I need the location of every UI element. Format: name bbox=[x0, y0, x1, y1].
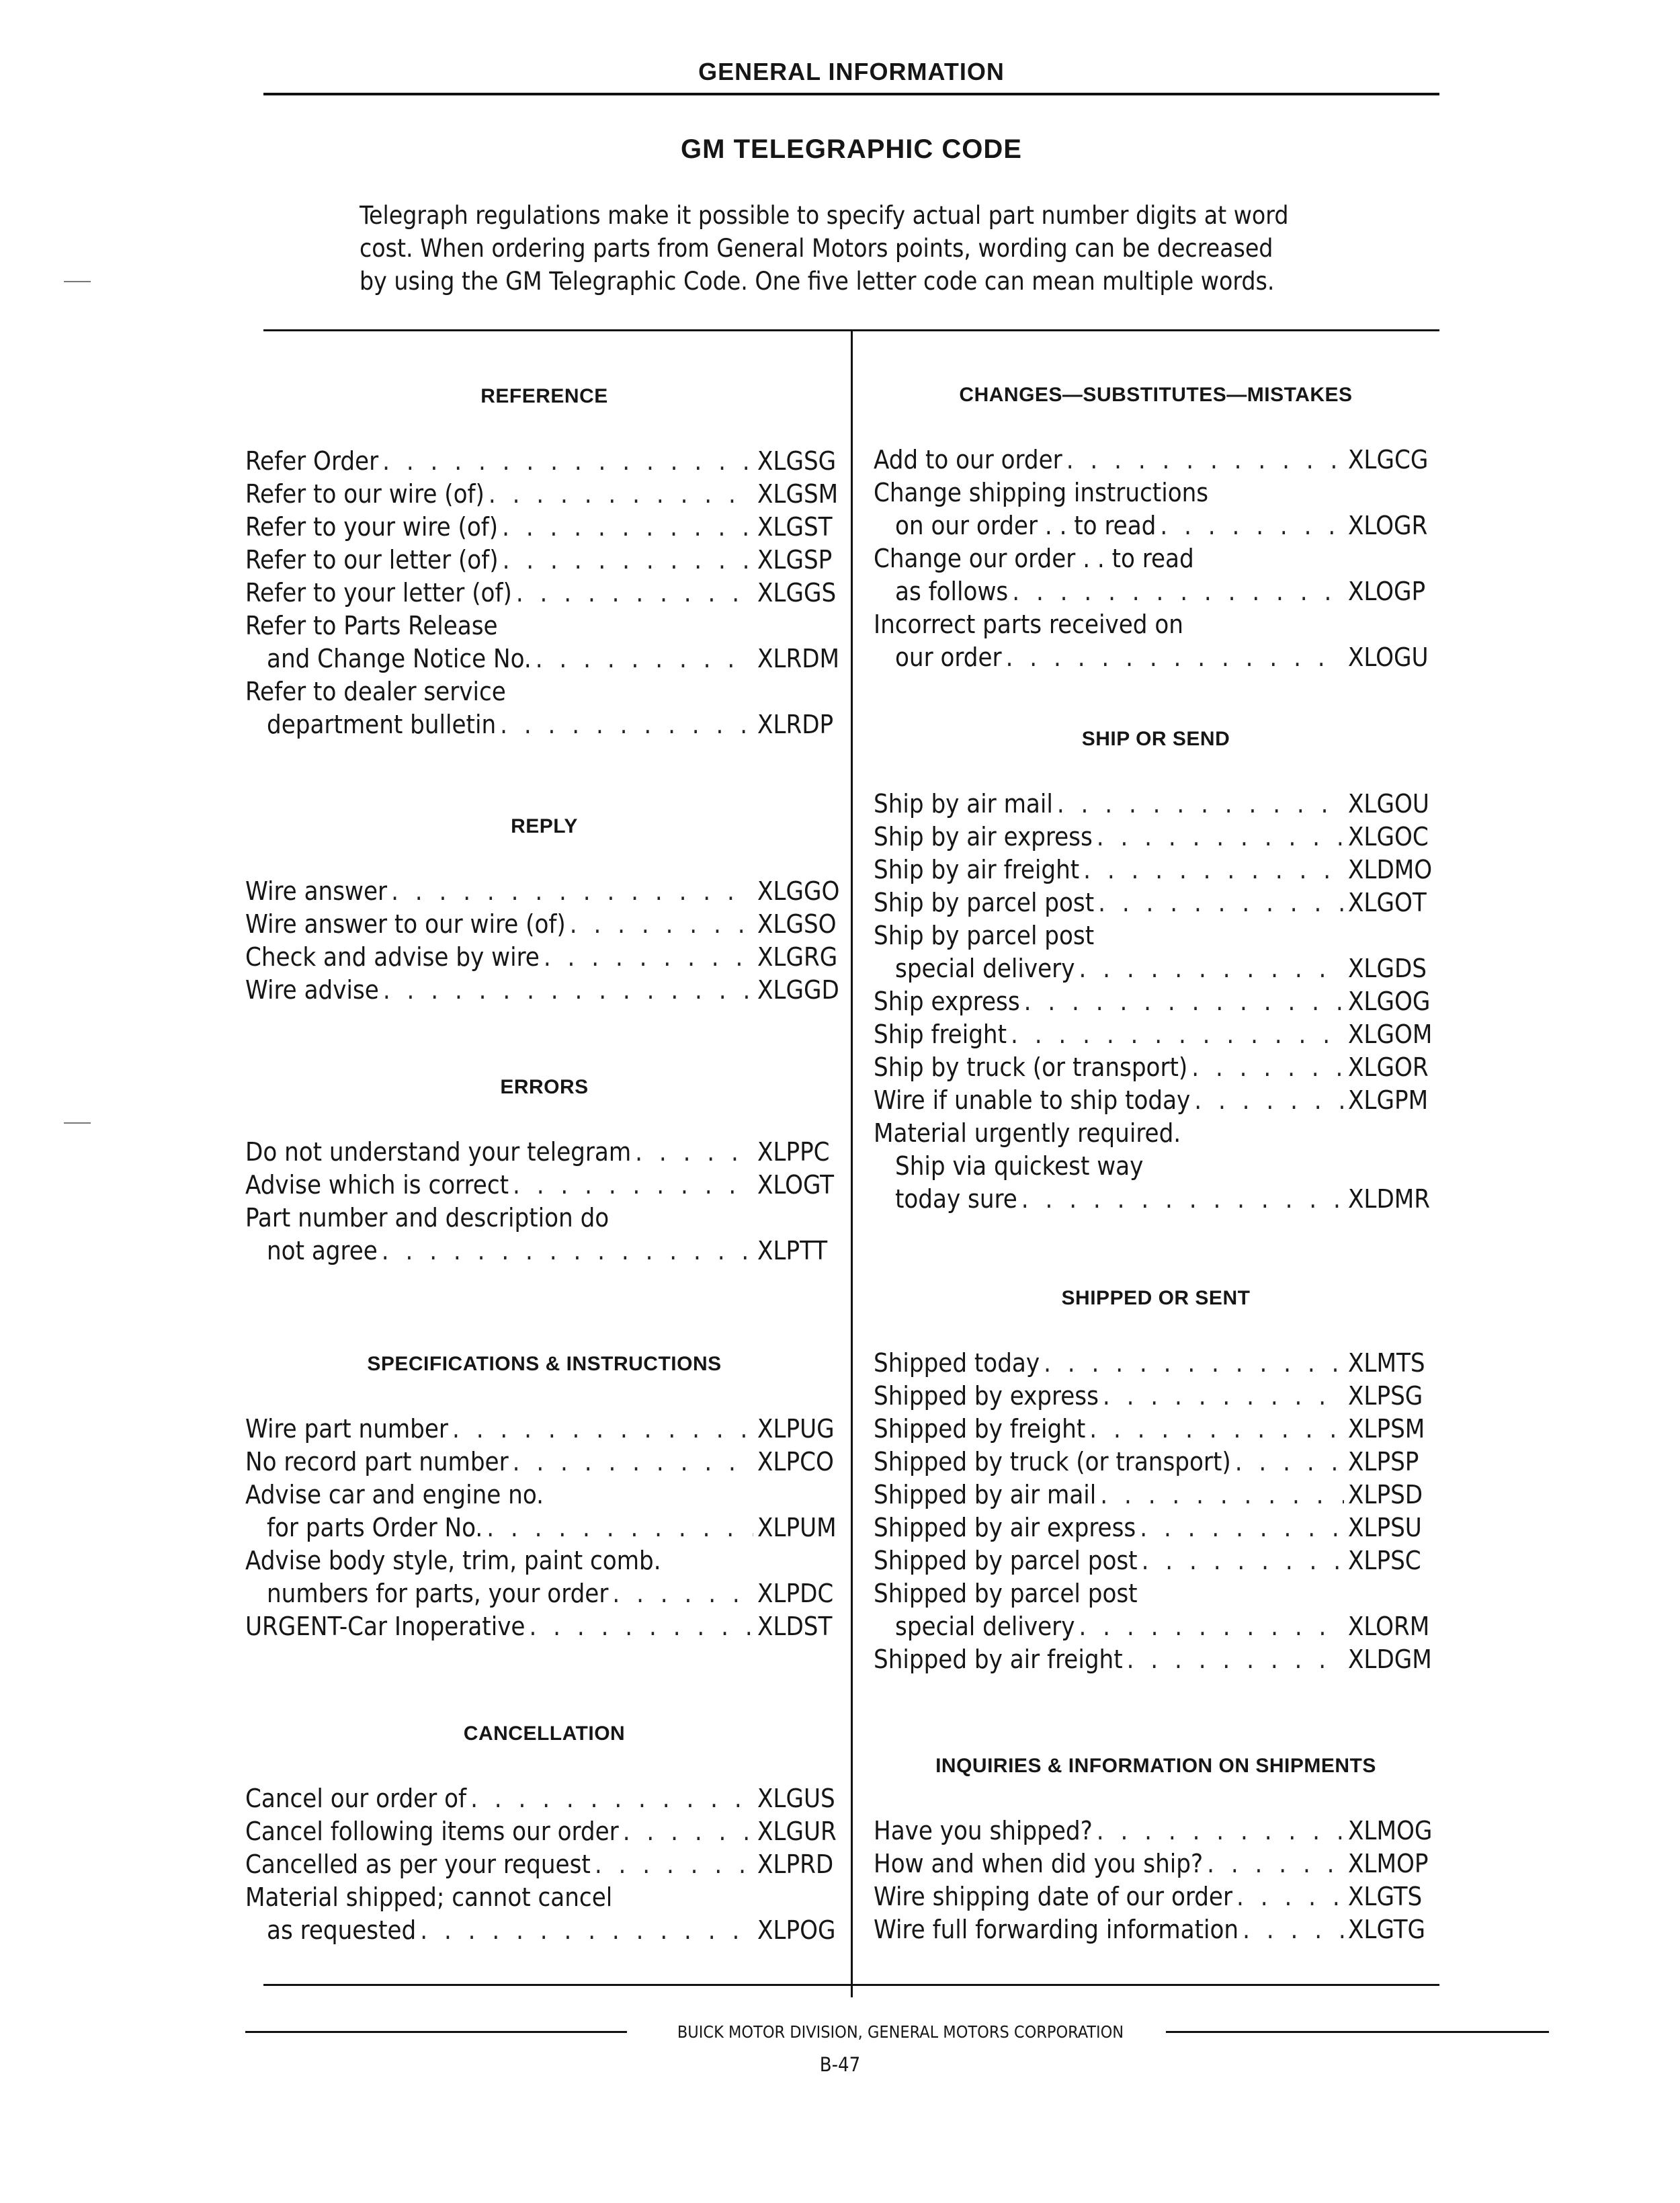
dot-leader bbox=[1103, 1380, 1344, 1413]
entry-phrase: URGENT-Car Inoperative bbox=[245, 1612, 526, 1641]
dot-leader bbox=[1243, 1913, 1344, 1946]
section-title: SHIPPED OR SENT bbox=[1061, 1287, 1251, 1309]
telegraphic-code: XLGUS bbox=[757, 1784, 835, 1813]
code-entry bbox=[245, 577, 843, 610]
margin-mark bbox=[64, 281, 91, 282]
code-entry bbox=[874, 608, 1438, 674]
dot-leader bbox=[516, 577, 753, 610]
dot-leader bbox=[623, 1815, 753, 1848]
code-entry bbox=[874, 919, 1438, 985]
dot-leader bbox=[1089, 1413, 1344, 1446]
telegraphic-code: XLGGO bbox=[757, 876, 840, 906]
dot-leader bbox=[1235, 1446, 1344, 1479]
telegraphic-code: XLGTG bbox=[1348, 1915, 1425, 1944]
page-number: B-47 bbox=[819, 2053, 861, 2076]
dot-leader bbox=[503, 544, 753, 577]
dot-leader bbox=[487, 1511, 753, 1544]
telegraphic-code: XLGDS bbox=[1348, 954, 1427, 983]
code-list bbox=[874, 1815, 1438, 1946]
entry-phrase: Advise body style, trim, paint comb. bbox=[245, 1546, 661, 1575]
code-list bbox=[245, 1782, 843, 1947]
section bbox=[874, 726, 1438, 1216]
section-title: ERRORS bbox=[500, 1076, 589, 1098]
telegraphic-code: XLGGD bbox=[757, 975, 839, 1005]
dot-leader bbox=[383, 974, 753, 1007]
entry-phrase: Wire advise bbox=[245, 975, 379, 1005]
code-entry bbox=[245, 1479, 843, 1544]
telegraphic-code: XLGTS bbox=[1348, 1882, 1423, 1911]
telegraphic-code: XLGGS bbox=[757, 578, 837, 608]
telegraphic-code: XLGOT bbox=[1348, 888, 1427, 917]
code-entry bbox=[874, 821, 1438, 854]
telegraphic-code: XLMTS bbox=[1348, 1348, 1425, 1378]
entry-phrase: Add to our order bbox=[874, 445, 1062, 474]
code-entry bbox=[245, 1815, 843, 1848]
entry-phrase: numbers for parts, your order bbox=[267, 1579, 609, 1608]
code-entry bbox=[245, 941, 843, 974]
code-entry bbox=[874, 1577, 1438, 1643]
entry-phrase: special delivery bbox=[895, 954, 1075, 983]
dot-leader bbox=[1044, 1347, 1344, 1380]
code-entry bbox=[245, 1782, 843, 1815]
code-entry bbox=[245, 1202, 843, 1267]
intro-line: Telegraph regulations make it possible to specify actual part number digits at word bbox=[360, 201, 1289, 230]
dot-leader bbox=[595, 1848, 753, 1881]
code-entry bbox=[245, 544, 843, 577]
code-entry bbox=[874, 1511, 1438, 1544]
footer-rule-right bbox=[1166, 2031, 1549, 2033]
telegraphic-code: XLOGR bbox=[1348, 511, 1428, 540]
telegraphic-code: XLPPC bbox=[757, 1137, 830, 1167]
telegraphic-code: XLPSU bbox=[1348, 1513, 1422, 1542]
telegraphic-code: XLGOG bbox=[1348, 987, 1431, 1016]
telegraphic-code: XLGCG bbox=[1348, 445, 1429, 474]
telegraphic-code: XLOGP bbox=[1348, 577, 1426, 606]
entry-phrase: Wire if unable to ship today bbox=[874, 1085, 1191, 1115]
dot-leader bbox=[1142, 1544, 1344, 1577]
code-list bbox=[245, 1413, 843, 1643]
section-title: SPECIFICATIONS & INSTRUCTIONS bbox=[367, 1353, 722, 1375]
telegraphic-code: XLMOG bbox=[1348, 1816, 1433, 1845]
dot-leader bbox=[382, 445, 753, 478]
dot-leader bbox=[1097, 821, 1344, 854]
code-entry bbox=[245, 974, 843, 1007]
code-entry bbox=[874, 1479, 1438, 1511]
dot-leader bbox=[382, 1235, 753, 1267]
entry-phrase: Wire part number bbox=[245, 1414, 448, 1444]
code-entry bbox=[874, 886, 1438, 919]
code-entry bbox=[245, 1544, 843, 1610]
telegraphic-code: XLGOR bbox=[1348, 1052, 1429, 1082]
dot-leader bbox=[513, 1446, 753, 1479]
code-entry bbox=[245, 1610, 843, 1643]
dot-leader bbox=[1100, 1479, 1344, 1511]
telegraphic-code: XLMOP bbox=[1348, 1849, 1429, 1878]
telegraphic-code: XLGOM bbox=[1348, 1020, 1433, 1049]
dot-leader bbox=[570, 908, 753, 941]
page-title: GM TELEGRAPHIC CODE bbox=[681, 134, 1022, 164]
entry-phrase: Shipped by air express bbox=[874, 1513, 1136, 1542]
section bbox=[874, 1753, 1438, 1946]
dot-leader bbox=[1160, 509, 1344, 542]
intro-paragraph bbox=[360, 199, 1368, 298]
code-entry bbox=[874, 1446, 1438, 1479]
entry-phrase: for parts Order No. bbox=[267, 1513, 483, 1542]
telegraphic-code: XLDMR bbox=[1348, 1184, 1431, 1214]
intro-line: cost. When ordering parts from General Motors points, wording can be decreased bbox=[360, 234, 1273, 263]
telegraphic-code: XLPTT bbox=[757, 1236, 828, 1265]
dot-leader bbox=[1127, 1643, 1344, 1676]
entry-phrase: Shipped by parcel post bbox=[874, 1579, 1138, 1608]
telegraphic-code: XLRDM bbox=[757, 644, 840, 673]
entry-phrase: Refer to dealer service bbox=[245, 677, 506, 706]
code-entry bbox=[245, 875, 843, 908]
dot-leader bbox=[612, 1577, 753, 1610]
dot-leader bbox=[452, 1413, 753, 1446]
section bbox=[245, 1720, 843, 1947]
dot-leader bbox=[1066, 444, 1344, 476]
telegraphic-code: XLDMO bbox=[1348, 855, 1433, 884]
dot-leader bbox=[513, 1169, 753, 1202]
entry-phrase: and Change Notice No. bbox=[267, 644, 532, 673]
entry-phrase: Shipped by air mail bbox=[874, 1480, 1097, 1509]
entry-phrase: Material shipped; cannot cancel bbox=[245, 1882, 613, 1912]
entry-phrase: Ship by air freight bbox=[874, 855, 1080, 884]
dot-leader bbox=[1079, 952, 1344, 985]
entry-phrase: Wire shipping date of our order bbox=[874, 1882, 1233, 1911]
section-title: REPLY bbox=[511, 815, 578, 837]
telegraphic-code: XLDGM bbox=[1348, 1645, 1432, 1674]
telegraphic-code: XLGRG bbox=[757, 942, 838, 972]
telegraphic-code: XLGSP bbox=[757, 545, 833, 575]
code-entry bbox=[874, 1018, 1438, 1051]
code-entry bbox=[245, 610, 843, 675]
dot-leader bbox=[1236, 1880, 1344, 1913]
code-entry bbox=[874, 1880, 1438, 1913]
entry-phrase: Shipped by freight bbox=[874, 1414, 1086, 1444]
telegraphic-code: XLORM bbox=[1348, 1612, 1430, 1641]
dot-leader bbox=[1006, 641, 1344, 674]
dot-leader bbox=[1097, 1815, 1344, 1847]
entry-phrase: not agree bbox=[267, 1236, 378, 1265]
entry-phrase: Shipped by parcel post bbox=[874, 1546, 1138, 1575]
entry-phrase: Advise car and engine no. bbox=[245, 1480, 544, 1509]
entry-phrase: Wire answer bbox=[245, 876, 388, 906]
section-title: CANCELLATION bbox=[463, 1722, 626, 1745]
code-list bbox=[245, 875, 843, 1007]
entry-phrase: Material urgently required. bbox=[874, 1118, 1181, 1148]
section-title: INQUIRIES & INFORMATION ON SHIPMENTS bbox=[935, 1755, 1376, 1777]
section-title: CHANGES—SUBSTITUTES—MISTAKES bbox=[959, 384, 1353, 406]
entry-phrase: Ship by parcel post bbox=[874, 888, 1095, 917]
dot-leader bbox=[1012, 575, 1344, 608]
section-title: REFERENCE bbox=[480, 385, 608, 407]
entry-phrase: How and when did you ship? bbox=[874, 1849, 1204, 1878]
telegraphic-code: XLGSG bbox=[757, 446, 837, 476]
dot-leader bbox=[391, 875, 753, 908]
entry-phrase: Refer to your wire (of) bbox=[245, 512, 499, 542]
intro-line: by using the GM Telegraphic Code. One five letter code can mean multiple words. bbox=[360, 267, 1275, 296]
telegraphic-code: XLGOU bbox=[1348, 789, 1429, 819]
dot-leader bbox=[1098, 886, 1344, 919]
header-rule bbox=[263, 93, 1439, 95]
telegraphic-code: XLDST bbox=[757, 1612, 833, 1641]
code-entry bbox=[874, 1117, 1438, 1216]
dot-leader bbox=[1194, 1084, 1344, 1117]
code-list bbox=[245, 445, 843, 741]
entry-phrase: Check and advise by wire bbox=[245, 942, 540, 972]
entry-phrase: Refer Order bbox=[245, 446, 379, 476]
entry-phrase: Change our order . . to read bbox=[874, 544, 1194, 573]
dot-leader bbox=[489, 478, 753, 511]
code-entry bbox=[874, 1084, 1438, 1117]
dot-leader bbox=[500, 708, 753, 741]
code-entry bbox=[874, 1913, 1438, 1946]
dot-leader bbox=[502, 511, 753, 544]
dot-leader bbox=[1057, 788, 1344, 821]
entry-phrase: Shipped today bbox=[874, 1348, 1040, 1378]
code-entry bbox=[874, 854, 1438, 886]
entry-phrase: Refer to our letter (of) bbox=[245, 545, 499, 575]
section bbox=[245, 813, 843, 1007]
page-header: GENERAL INFORMATION bbox=[698, 58, 1005, 85]
dot-leader bbox=[1024, 985, 1344, 1018]
entry-phrase: Shipped by air freight bbox=[874, 1645, 1123, 1674]
telegraphic-code: XLGUR bbox=[757, 1817, 837, 1846]
code-list bbox=[874, 444, 1438, 674]
code-entry bbox=[245, 478, 843, 511]
entry-phrase: Incorrect parts received on bbox=[874, 610, 1183, 639]
dot-leader bbox=[1011, 1018, 1344, 1051]
code-entry bbox=[874, 1544, 1438, 1577]
telegraphic-code: XLRDP bbox=[757, 710, 834, 739]
entry-phrase: today sure bbox=[895, 1184, 1017, 1214]
code-entry bbox=[874, 444, 1438, 476]
entry-phrase: Shipped by express bbox=[874, 1381, 1099, 1411]
entry-phrase: as requested bbox=[267, 1915, 417, 1945]
dot-leader bbox=[1207, 1847, 1344, 1880]
telegraphic-code: XLPSD bbox=[1348, 1480, 1423, 1509]
entry-phrase: department bulletin bbox=[267, 710, 497, 739]
telegraphic-code: XLPRD bbox=[757, 1849, 834, 1879]
dot-leader bbox=[1140, 1511, 1344, 1544]
entry-phrase: special delivery bbox=[895, 1612, 1075, 1641]
telegraphic-code: XLGPM bbox=[1348, 1085, 1429, 1115]
footer-text: BUICK MOTOR DIVISION, GENERAL MOTORS CORPORATION bbox=[677, 2022, 1124, 2042]
section bbox=[245, 1074, 843, 1267]
entry-phrase: our order bbox=[895, 642, 1002, 672]
entry-phrase: Do not understand your telegram bbox=[245, 1137, 632, 1167]
telegraphic-code: XLPCO bbox=[757, 1447, 834, 1477]
entry-phrase: Cancelled as per your request bbox=[245, 1849, 591, 1879]
code-entry bbox=[874, 1380, 1438, 1413]
entry-phrase: Wire full forwarding information bbox=[874, 1915, 1239, 1944]
code-entry bbox=[245, 1169, 843, 1202]
dot-leader bbox=[420, 1914, 753, 1947]
code-entry bbox=[874, 1413, 1438, 1446]
code-entry bbox=[874, 1815, 1438, 1847]
code-entry bbox=[874, 1347, 1438, 1380]
section bbox=[874, 1285, 1438, 1676]
code-entry bbox=[245, 1413, 843, 1446]
dot-leader bbox=[1079, 1610, 1344, 1643]
entry-phrase: as follows bbox=[895, 577, 1009, 606]
dot-leader bbox=[544, 941, 753, 974]
entry-phrase: Ship by air mail bbox=[874, 789, 1053, 819]
entry-phrase: Refer to your letter (of) bbox=[245, 578, 512, 608]
telegraphic-code: XLPDC bbox=[757, 1579, 834, 1608]
column-divider bbox=[851, 331, 853, 1997]
telegraphic-code: XLGOC bbox=[1348, 822, 1429, 851]
code-list bbox=[874, 788, 1438, 1216]
entry-phrase: Have you shipped? bbox=[874, 1816, 1093, 1845]
dot-leader bbox=[1191, 1051, 1344, 1084]
entry-phrase: Refer to our wire (of) bbox=[245, 479, 485, 509]
dot-leader bbox=[536, 642, 753, 675]
code-entry bbox=[874, 1847, 1438, 1880]
entry-phrase: on our order . . to read bbox=[895, 511, 1157, 540]
entry-phrase: Ship by parcel post bbox=[874, 921, 1095, 950]
code-entry bbox=[245, 675, 843, 741]
section bbox=[245, 1351, 843, 1643]
dot-leader bbox=[470, 1782, 753, 1815]
telegraphic-code: XLOGU bbox=[1348, 642, 1429, 672]
code-entry bbox=[245, 1881, 843, 1947]
entry-phrase: Advise which is correct bbox=[245, 1170, 509, 1200]
telegraphic-code: XLPUM bbox=[757, 1513, 837, 1542]
entry-phrase: Part number and description do bbox=[245, 1203, 610, 1233]
code-entry bbox=[245, 1848, 843, 1881]
code-entry bbox=[245, 445, 843, 478]
entry-phrase: No record part number bbox=[245, 1447, 509, 1477]
entry-phrase: Ship via quickest way bbox=[895, 1151, 1144, 1181]
code-entry bbox=[874, 476, 1438, 542]
telegraphic-code: XLPOG bbox=[757, 1915, 836, 1945]
code-entry bbox=[245, 511, 843, 544]
code-entry bbox=[245, 908, 843, 941]
code-list bbox=[874, 1347, 1438, 1676]
code-list bbox=[245, 1136, 843, 1267]
entry-phrase: Cancel our order of bbox=[245, 1784, 467, 1813]
code-entry bbox=[874, 1643, 1438, 1676]
margin-mark bbox=[64, 1122, 91, 1124]
entry-phrase: Refer to Parts Release bbox=[245, 611, 498, 640]
code-entry bbox=[874, 985, 1438, 1018]
telegraphic-code: XLGSO bbox=[757, 909, 837, 939]
code-entry bbox=[874, 788, 1438, 821]
code-entry bbox=[874, 1051, 1438, 1084]
code-entry bbox=[245, 1136, 843, 1169]
telegraphic-code: XLOGT bbox=[757, 1170, 835, 1200]
telegraphic-code: XLPSP bbox=[1348, 1447, 1419, 1477]
section bbox=[245, 383, 843, 741]
table-bottom-rule bbox=[263, 1984, 1439, 1986]
code-entry bbox=[874, 542, 1438, 608]
entry-phrase: Shipped by truck (or transport) bbox=[874, 1447, 1231, 1477]
telegraphic-code: XLPSM bbox=[1348, 1414, 1425, 1444]
entry-phrase: Ship by truck (or transport) bbox=[874, 1052, 1188, 1082]
dot-leader bbox=[635, 1136, 753, 1169]
entry-phrase: Ship express bbox=[874, 987, 1020, 1016]
entry-phrase: Ship freight bbox=[874, 1020, 1007, 1049]
telegraphic-code: XLPSG bbox=[1348, 1381, 1423, 1411]
entry-phrase: Change shipping instructions bbox=[874, 478, 1209, 507]
dot-leader bbox=[529, 1610, 753, 1643]
code-entry bbox=[245, 1446, 843, 1479]
telegraphic-code: XLPUG bbox=[757, 1414, 835, 1444]
dot-leader bbox=[1083, 854, 1344, 886]
footer-rule-left bbox=[245, 2031, 627, 2033]
telegraphic-code: XLGST bbox=[757, 512, 833, 542]
section bbox=[874, 382, 1438, 674]
entry-phrase: Cancel following items our order bbox=[245, 1817, 619, 1846]
entry-phrase: Wire answer to our wire (of) bbox=[245, 909, 566, 939]
dot-leader bbox=[1021, 1183, 1344, 1216]
telegraphic-code: XLPSC bbox=[1348, 1546, 1421, 1575]
section-title: SHIP OR SEND bbox=[1081, 728, 1230, 750]
entry-phrase: Ship by air express bbox=[874, 822, 1093, 851]
telegraphic-code: XLGSM bbox=[757, 479, 839, 509]
